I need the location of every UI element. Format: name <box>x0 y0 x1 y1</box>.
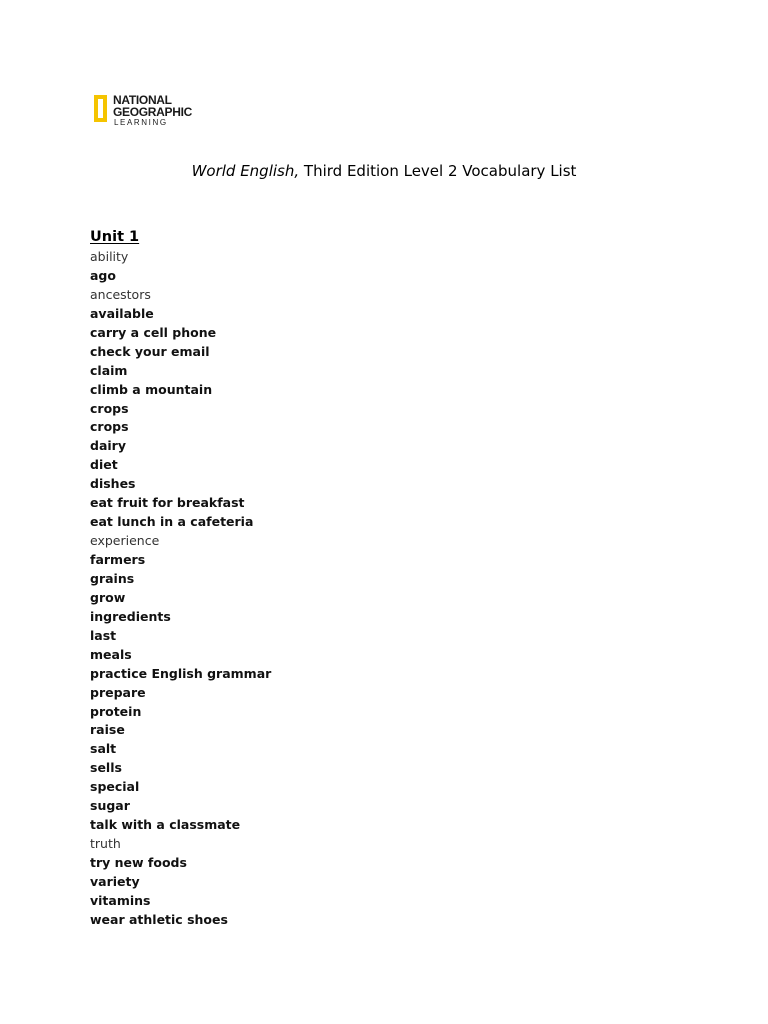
title-rest: Third Edition Level 2 Vocabulary List <box>299 162 577 180</box>
vocab-word: talk with a classmate <box>90 817 241 833</box>
logo-wordmark <box>113 94 192 128</box>
vocab-word: eat fruit for breakfast <box>90 495 245 511</box>
vocab-word: crops <box>90 400 129 416</box>
vocab-word: farmers <box>90 552 146 567</box>
vocab-word: protein <box>90 703 142 719</box>
vocab-word: variety <box>90 873 140 889</box>
page-title <box>0 160 768 182</box>
logo-line-learning: LEARNING <box>114 118 168 127</box>
vocab-word: grow <box>90 589 126 605</box>
vocab-word: practice English grammar <box>90 665 272 681</box>
vocab-word: grains <box>90 570 135 586</box>
vocab-word: raise <box>90 722 125 738</box>
vocab-word: truth <box>90 836 121 852</box>
logo-line-geographic: GEOGRAPHIC <box>113 105 193 119</box>
vocab-word: meals <box>90 646 132 662</box>
vocab-word: prepare <box>90 684 146 700</box>
vocab-word: special <box>90 779 140 795</box>
logo-line-national: NATIONAL <box>113 93 172 107</box>
vocab-word: crops <box>90 419 129 435</box>
vocab-word: ago <box>90 267 116 283</box>
vocab-word: claim <box>90 362 128 378</box>
vocab-word: experience <box>90 533 160 549</box>
title-book-name: World English, <box>191 162 300 180</box>
vocab-word: sells <box>90 760 122 776</box>
vocab-word: check your email <box>90 343 210 359</box>
vocab-word: eat lunch in a cafeteria <box>90 514 254 530</box>
vocabulary-list <box>90 248 271 930</box>
vocab-word: carry a cell phone <box>90 324 217 340</box>
vocab-word: vitamins <box>90 892 151 908</box>
vocab-word: wear athletic shoes <box>90 911 228 927</box>
vocab-word: dishes <box>90 476 136 492</box>
vocab-word: try new foods <box>90 855 187 870</box>
vocab-word: sugar <box>90 798 130 814</box>
yellow-frame-icon <box>94 95 107 122</box>
vocab-word: diet <box>90 457 118 473</box>
vocab-word: available <box>90 305 154 321</box>
unit-heading: Unit 1 <box>90 229 140 245</box>
national-geographic-logo <box>94 94 192 128</box>
vocab-word: dairy <box>90 438 126 454</box>
vocab-word: ancestors <box>90 286 151 302</box>
vocab-word: climb a mountain <box>90 381 213 397</box>
vocab-word: last <box>90 627 117 643</box>
vocab-word: salt <box>90 741 117 757</box>
vocab-word: ingredients <box>90 608 171 624</box>
vocab-word: ability <box>90 249 129 264</box>
